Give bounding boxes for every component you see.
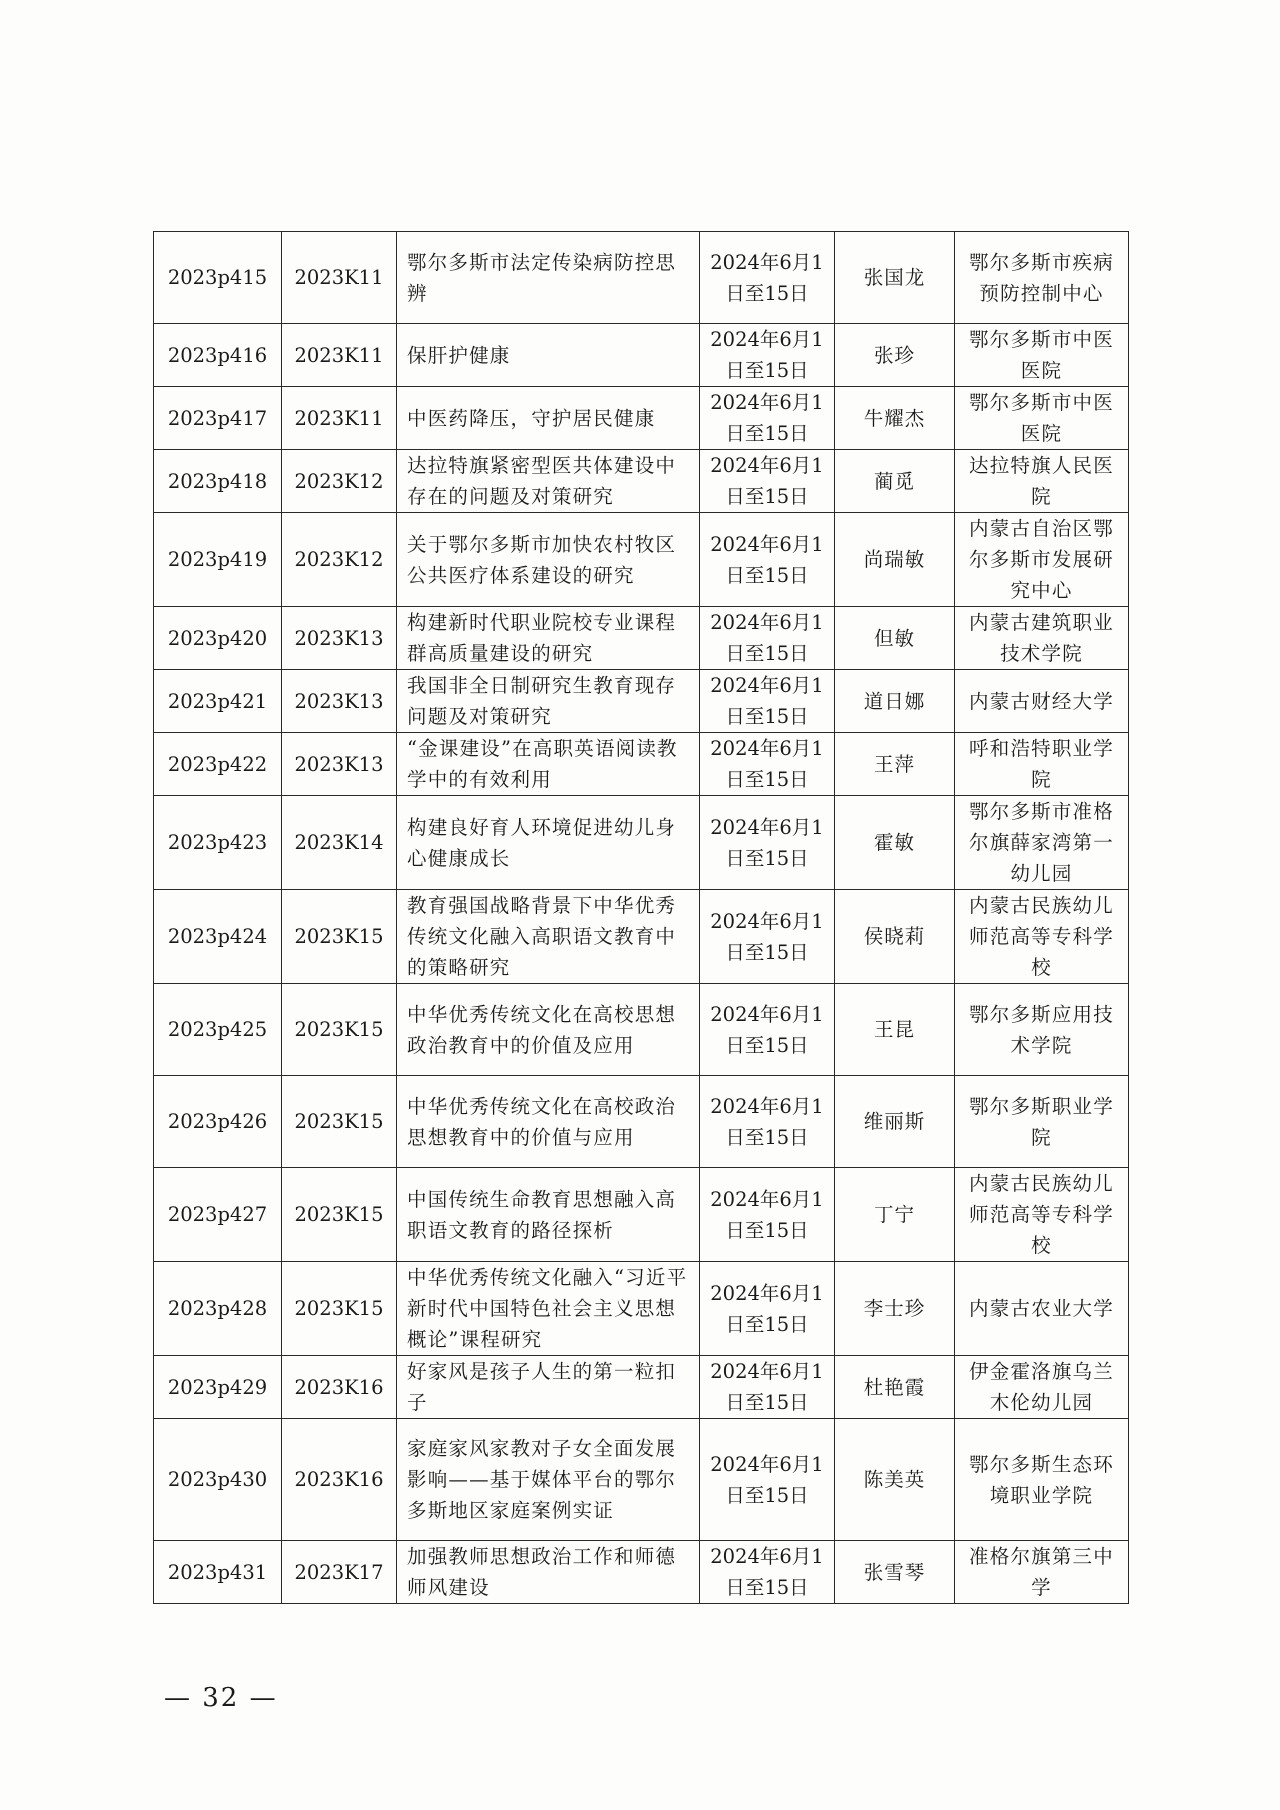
project-code-cell: 2023p420 — [154, 607, 282, 670]
project-code-cell: 2023p425 — [154, 984, 282, 1076]
table-row — [154, 513, 1129, 607]
table-row — [154, 1541, 1129, 1604]
date-cell: 2024年6月1日至15日 — [700, 670, 835, 733]
person-name-cell: 张国龙 — [835, 232, 955, 324]
batch-code-cell: 2023K15 — [282, 1262, 397, 1356]
project-code-cell: 2023p419 — [154, 513, 282, 607]
date-cell: 2024年6月1日至15日 — [700, 890, 835, 984]
project-code-cell: 2023p418 — [154, 450, 282, 513]
date-cell: 2024年6月1日至15日 — [700, 450, 835, 513]
project-code-cell: 2023p424 — [154, 890, 282, 984]
batch-code-cell: 2023K11 — [282, 324, 397, 387]
table-row — [154, 387, 1129, 450]
person-name-cell: 牛耀杰 — [835, 387, 955, 450]
project-code-cell: 2023p427 — [154, 1168, 282, 1262]
date-cell: 2024年6月1日至15日 — [700, 324, 835, 387]
person-name-cell: 侯晓莉 — [835, 890, 955, 984]
batch-code-cell: 2023K16 — [282, 1356, 397, 1419]
project-title-cell: 关于鄂尔多斯市加快农村牧区公共医疗体系建设的研究 — [397, 513, 700, 607]
organization-cell: 鄂尔多斯市疾病预防控制中心 — [955, 232, 1129, 324]
page-number: — 32 — — [164, 1683, 278, 1713]
project-title-cell: 中医药降压，守护居民健康 — [397, 387, 700, 450]
project-title-cell: 中华优秀传统文化在高校政治思想教育中的价值与应用 — [397, 1076, 700, 1168]
date-cell: 2024年6月1日至15日 — [700, 1262, 835, 1356]
organization-cell: 鄂尔多斯市中医医院 — [955, 387, 1129, 450]
organization-cell: 准格尔旗第三中学 — [955, 1541, 1129, 1604]
table-row — [154, 890, 1129, 984]
project-table — [153, 231, 1129, 1604]
project-code-cell: 2023p416 — [154, 324, 282, 387]
date-cell: 2024年6月1日至15日 — [700, 1076, 835, 1168]
organization-cell: 鄂尔多斯生态环境职业学院 — [955, 1419, 1129, 1541]
table-row — [154, 733, 1129, 796]
organization-cell: 内蒙古建筑职业技术学院 — [955, 607, 1129, 670]
person-name-cell: 王萍 — [835, 733, 955, 796]
table-row — [154, 1076, 1129, 1168]
batch-code-cell: 2023K15 — [282, 1076, 397, 1168]
person-name-cell: 王昆 — [835, 984, 955, 1076]
person-name-cell: 张珍 — [835, 324, 955, 387]
project-title-cell: 我国非全日制研究生教育现存问题及对策研究 — [397, 670, 700, 733]
batch-code-cell: 2023K13 — [282, 670, 397, 733]
table-row — [154, 984, 1129, 1076]
project-code-cell: 2023p415 — [154, 232, 282, 324]
project-code-cell: 2023p429 — [154, 1356, 282, 1419]
person-name-cell: 李士珍 — [835, 1262, 955, 1356]
organization-cell: 达拉特旗人民医院 — [955, 450, 1129, 513]
batch-code-cell: 2023K13 — [282, 733, 397, 796]
table-body — [154, 232, 1129, 1604]
batch-code-cell: 2023K12 — [282, 513, 397, 607]
batch-code-cell: 2023K13 — [282, 607, 397, 670]
table-row — [154, 1356, 1129, 1419]
person-name-cell: 陈美英 — [835, 1419, 955, 1541]
date-cell: 2024年6月1日至15日 — [700, 1356, 835, 1419]
project-title-cell: 鄂尔多斯市法定传染病防控思辨 — [397, 232, 700, 324]
date-cell: 2024年6月1日至15日 — [700, 1419, 835, 1541]
project-code-cell: 2023p421 — [154, 670, 282, 733]
batch-code-cell: 2023K16 — [282, 1419, 397, 1541]
project-code-cell: 2023p430 — [154, 1419, 282, 1541]
date-cell: 2024年6月1日至15日 — [700, 387, 835, 450]
date-cell: 2024年6月1日至15日 — [700, 232, 835, 324]
organization-cell: 内蒙古农业大学 — [955, 1262, 1129, 1356]
batch-code-cell: 2023K15 — [282, 890, 397, 984]
table-row — [154, 1262, 1129, 1356]
person-name-cell: 张雪琴 — [835, 1541, 955, 1604]
table-row — [154, 232, 1129, 324]
batch-code-cell: 2023K14 — [282, 796, 397, 890]
project-code-cell: 2023p417 — [154, 387, 282, 450]
table-row — [154, 1168, 1129, 1262]
person-name-cell: 霍敏 — [835, 796, 955, 890]
project-title-cell: 保肝护健康 — [397, 324, 700, 387]
organization-cell: 内蒙古民族幼儿师范高等专科学校 — [955, 890, 1129, 984]
organization-cell: 伊金霍洛旗乌兰木伦幼儿园 — [955, 1356, 1129, 1419]
organization-cell: 鄂尔多斯市中医医院 — [955, 324, 1129, 387]
project-title-cell: 家庭家风家教对子女全面发展影响——基于媒体平台的鄂尔多斯地区家庭案例实证 — [397, 1419, 700, 1541]
batch-code-cell: 2023K11 — [282, 387, 397, 450]
table-row — [154, 1419, 1129, 1541]
batch-code-cell: 2023K15 — [282, 984, 397, 1076]
batch-code-cell: 2023K17 — [282, 1541, 397, 1604]
project-code-cell: 2023p428 — [154, 1262, 282, 1356]
project-code-cell: 2023p426 — [154, 1076, 282, 1168]
date-cell: 2024年6月1日至15日 — [700, 984, 835, 1076]
person-name-cell: 杜艳霞 — [835, 1356, 955, 1419]
person-name-cell: 维丽斯 — [835, 1076, 955, 1168]
table-row — [154, 670, 1129, 733]
project-title-cell: 构建良好育人环境促进幼儿身心健康成长 — [397, 796, 700, 890]
organization-cell: 鄂尔多斯市准格尔旗薛家湾第一幼儿园 — [955, 796, 1129, 890]
date-cell: 2024年6月1日至15日 — [700, 1168, 835, 1262]
date-cell: 2024年6月1日至15日 — [700, 733, 835, 796]
organization-cell: 内蒙古自治区鄂尔多斯市发展研究中心 — [955, 513, 1129, 607]
table-row — [154, 796, 1129, 890]
organization-cell: 鄂尔多斯职业学院 — [955, 1076, 1129, 1168]
project-code-cell: 2023p423 — [154, 796, 282, 890]
batch-code-cell: 2023K15 — [282, 1168, 397, 1262]
project-title-cell: 达拉特旗紧密型医共体建设中存在的问题及对策研究 — [397, 450, 700, 513]
batch-code-cell: 2023K11 — [282, 232, 397, 324]
table-row — [154, 450, 1129, 513]
date-cell: 2024年6月1日至15日 — [700, 513, 835, 607]
project-code-cell: 2023p422 — [154, 733, 282, 796]
organization-cell: 内蒙古财经大学 — [955, 670, 1129, 733]
table-row — [154, 324, 1129, 387]
organization-cell: 内蒙古民族幼儿师范高等专科学校 — [955, 1168, 1129, 1262]
person-name-cell: 但敏 — [835, 607, 955, 670]
project-title-cell: 中华优秀传统文化融入“习近平新时代中国特色社会主义思想概论”课程研究 — [397, 1262, 700, 1356]
date-cell: 2024年6月1日至15日 — [700, 607, 835, 670]
organization-cell: 呼和浩特职业学院 — [955, 733, 1129, 796]
project-title-cell: 中国传统生命教育思想融入高职语文教育的路径探析 — [397, 1168, 700, 1262]
project-title-cell: 构建新时代职业院校专业课程群高质量建设的研究 — [397, 607, 700, 670]
person-name-cell: 道日娜 — [835, 670, 955, 733]
batch-code-cell: 2023K12 — [282, 450, 397, 513]
project-title-cell: 加强教师思想政治工作和师德师风建设 — [397, 1541, 700, 1604]
project-title-cell: “金课建设”在高职英语阅读教学中的有效利用 — [397, 733, 700, 796]
person-name-cell: 蔺觅 — [835, 450, 955, 513]
date-cell: 2024年6月1日至15日 — [700, 1541, 835, 1604]
person-name-cell: 丁宁 — [835, 1168, 955, 1262]
project-code-cell: 2023p431 — [154, 1541, 282, 1604]
project-title-cell: 好家风是孩子人生的第一粒扣子 — [397, 1356, 700, 1419]
person-name-cell: 尚瑞敏 — [835, 513, 955, 607]
project-table-container — [153, 231, 1129, 1604]
project-title-cell: 教育强国战略背景下中华优秀传统文化融入高职语文教育中的策略研究 — [397, 890, 700, 984]
project-title-cell: 中华优秀传统文化在高校思想政治教育中的价值及应用 — [397, 984, 700, 1076]
table-row — [154, 607, 1129, 670]
date-cell: 2024年6月1日至15日 — [700, 796, 835, 890]
organization-cell: 鄂尔多斯应用技术学院 — [955, 984, 1129, 1076]
